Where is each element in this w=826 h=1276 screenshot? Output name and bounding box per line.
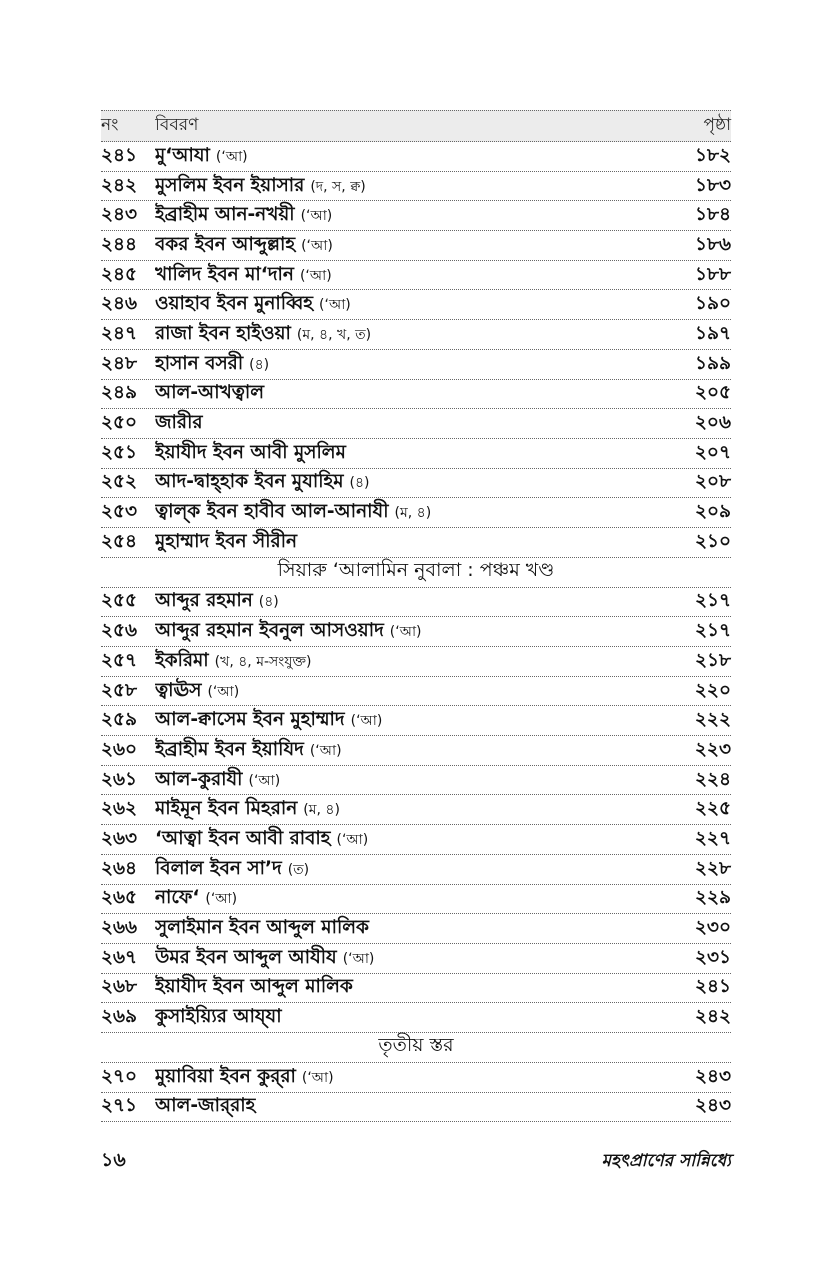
entry-note: (৪) <box>349 475 370 492</box>
entry-page: ২১৮ <box>694 649 731 671</box>
entry-note: (৪) <box>258 594 279 611</box>
toc-row <box>101 469 731 499</box>
entry-number: ২৫৪ <box>101 530 138 552</box>
entry-title: জারীর <box>155 412 203 434</box>
toc-row <box>101 261 731 291</box>
entry-number: ২৪৫ <box>101 263 138 285</box>
toc-row <box>101 647 731 677</box>
entry-title-cell <box>155 972 661 1003</box>
entry-number: ২৬৯ <box>101 1006 138 1028</box>
entry-title-cell <box>155 467 661 498</box>
entry-number: ২৬০ <box>101 738 138 760</box>
toc-row <box>101 231 731 261</box>
entry-title: ইব্রাহীম ইবন ইয়াযিদ <box>155 738 304 760</box>
entry-group-1 <box>101 142 731 558</box>
toc-row <box>101 528 731 558</box>
entry-note: (ম, ৪) <box>303 802 340 819</box>
toc-row <box>101 142 731 172</box>
entry-title: মু‘আযা <box>155 144 210 166</box>
entry-title: আল-কুরাযী <box>155 768 243 790</box>
entry-title-cell <box>155 141 661 172</box>
entry-number: ২৬২ <box>101 798 138 820</box>
entry-page: ১৮৬ <box>694 233 731 255</box>
entry-note: (দ, স, ক্ব) <box>310 178 366 195</box>
entry-note: (খ, ৪, ম-সংযুক্ত) <box>214 653 312 670</box>
header-title: বিবরণ <box>155 115 199 135</box>
entry-number: ২৫১ <box>101 441 138 463</box>
entry-page: ২০৬ <box>694 412 731 434</box>
entry-title: ইয়াযীদ ইবন আবী মুসলিম <box>155 441 346 463</box>
entry-number: ২৫৩ <box>101 501 138 523</box>
entry-note: (‘আ) <box>350 713 383 730</box>
entry-number: ২৪৯ <box>101 382 138 404</box>
toc-row <box>101 320 731 350</box>
entry-title: আল-জার্‌রাহ <box>155 1095 256 1117</box>
entry-page: ২২৯ <box>694 887 731 909</box>
entry-title-cell <box>155 527 661 558</box>
entry-page: ২২৮ <box>694 857 731 879</box>
entry-title-cell <box>155 171 661 202</box>
entry-title-cell <box>155 497 661 528</box>
entry-note: (‘আ) <box>248 772 281 789</box>
entry-title-cell <box>155 408 661 439</box>
section-heading-third-tier: তৃতীয় স্তর <box>101 1033 731 1063</box>
entry-title: কুসাইয়্যির আয্‌যা <box>155 1006 282 1028</box>
entry-note: (‘আ) <box>301 237 333 254</box>
entry-title: হাসান বসরী <box>155 352 244 374</box>
entry-number: ২৫৬ <box>101 620 138 642</box>
entry-page: ২২৫ <box>694 798 731 820</box>
entry-title-cell <box>155 735 661 766</box>
toc-row <box>101 1063 731 1093</box>
entry-title: খালিদ ইবন মা‘দান <box>155 263 294 285</box>
toc-row <box>101 855 731 885</box>
entry-number: ২৪১ <box>101 144 138 166</box>
entry-title: আল-ক্বাসেম ইবন মুহাম্মাদ <box>155 709 345 731</box>
header-num: নং <box>101 115 119 135</box>
toc-row <box>101 201 731 231</box>
entry-page: ২১৭ <box>694 620 731 642</box>
toc-row <box>101 1093 731 1123</box>
entry-page: ১৮৩ <box>694 174 731 196</box>
toc-row <box>101 825 731 855</box>
toc-row <box>101 439 731 469</box>
entry-title-cell <box>155 230 661 261</box>
entry-title: মুহাম্মাদ ইবন সীরীন <box>155 530 298 552</box>
toc-row <box>101 1003 731 1033</box>
entry-title-cell <box>155 378 661 409</box>
table-of-contents <box>101 110 731 1122</box>
entry-page: ১৮৮ <box>694 263 731 285</box>
entry-note: (‘আ) <box>207 683 240 700</box>
entry-number: ২৫২ <box>101 471 138 493</box>
toc-row <box>101 706 731 736</box>
entry-page: ২০৯ <box>694 501 731 523</box>
entry-note: (‘আ) <box>205 891 238 908</box>
entry-page: ১৯৭ <box>694 322 731 344</box>
entry-title: আব্দুর রহমান ইবনুল আসওয়াদ <box>155 620 384 642</box>
entry-page: ২০৫ <box>694 382 731 404</box>
entry-title: মাইমূন ইবন মিহরান <box>155 798 298 820</box>
entry-group-2 <box>101 588 731 1033</box>
entry-title: নাফে‘ <box>155 887 200 909</box>
entry-note: (‘আ) <box>215 148 248 165</box>
entry-note: (ম, ৪) <box>394 505 432 522</box>
entry-number: ২৫৭ <box>101 649 138 671</box>
entry-page: ২২২ <box>694 709 731 731</box>
header-page: পৃষ্ঠা <box>703 115 731 135</box>
entry-number: ২৫৫ <box>101 590 138 612</box>
entry-number: ২৬৪ <box>101 857 138 879</box>
book-title: মহৎপ্রাণের সান্নিধ্যে <box>601 1151 731 1171</box>
entry-title-cell <box>155 705 661 736</box>
entry-number: ২৭১ <box>101 1095 138 1117</box>
entry-title-cell <box>155 646 661 677</box>
entry-number: ২৪২ <box>101 174 138 196</box>
entry-page: ১৮৪ <box>694 204 731 226</box>
entry-title-cell <box>155 1091 661 1122</box>
section-heading-volume-five: সিয়ারু ‘আলামিন নুবালা : পঞ্চম খণ্ড <box>101 558 731 588</box>
entry-page: ২৪৩ <box>694 1095 731 1117</box>
entry-title-cell <box>155 913 661 944</box>
entry-note: (‘আ) <box>342 950 375 967</box>
toc-row <box>101 350 731 380</box>
entry-title-cell <box>155 438 661 469</box>
entry-title-cell <box>155 854 661 885</box>
entry-number: ২৬৮ <box>101 976 138 998</box>
entry-page: ১৮২ <box>694 144 731 166</box>
entry-title: বিলাল ইবন সা’দ <box>155 857 282 879</box>
entry-number: ২৭০ <box>101 1065 138 1087</box>
toc-row <box>101 380 731 410</box>
entry-page: ২৩০ <box>694 917 731 939</box>
entry-number: ২৪৭ <box>101 322 138 344</box>
toc-row <box>101 409 731 439</box>
toc-row <box>101 795 731 825</box>
entry-page: ২৪১ <box>694 976 731 998</box>
entry-page: ২৪২ <box>694 1006 731 1028</box>
toc-row <box>101 677 731 707</box>
entry-group-3 <box>101 1063 731 1122</box>
entry-title-cell <box>155 943 661 974</box>
entry-page: ১৯০ <box>694 293 731 315</box>
entry-title-cell <box>155 883 661 914</box>
entry-note: (‘আ) <box>309 742 342 759</box>
entry-title-cell <box>155 200 661 231</box>
entry-number: ২৫০ <box>101 412 138 434</box>
entry-number: ২৪৩ <box>101 204 138 226</box>
toc-row <box>101 172 731 202</box>
entry-title: ত্বাঊস <box>155 679 202 701</box>
entry-number: ২৬৩ <box>101 827 138 849</box>
entry-page: ২৩১ <box>694 946 731 968</box>
entry-title-cell <box>155 349 661 380</box>
entry-note: (‘আ) <box>336 831 369 848</box>
entry-title-cell <box>155 586 661 617</box>
toc-row <box>101 885 731 915</box>
entry-title: ইকরিমা <box>155 649 209 671</box>
entry-page: ২৪৩ <box>694 1065 731 1087</box>
entry-page: ২২৪ <box>694 768 731 790</box>
entry-page: ১৯৯ <box>694 352 731 374</box>
entry-title-cell <box>155 676 661 707</box>
entry-title-cell <box>155 1002 661 1033</box>
toc-row <box>101 766 731 796</box>
entry-title-cell <box>155 794 661 825</box>
entry-note: (‘আ) <box>389 624 422 641</box>
entry-title: বকর ইবন আব্দুল্লাহ <box>155 233 296 255</box>
toc-row <box>101 944 731 974</box>
entry-title: আব্দুর রহমান <box>155 590 253 612</box>
toc-row <box>101 974 731 1004</box>
entry-title: ত্বাল্‌ক ইবন হাবীব আল-আনাযী <box>155 501 389 523</box>
page-footer <box>101 1146 731 1178</box>
entry-title-cell <box>155 765 661 796</box>
entry-note: (৪) <box>249 356 270 373</box>
entry-title-cell <box>155 260 661 291</box>
entry-number: ২৪৪ <box>101 233 138 255</box>
entry-note: (‘আ) <box>301 1069 334 1086</box>
entry-note: (‘আ) <box>299 267 332 284</box>
entry-title: উমর ইবন আব্দুল আযীয <box>155 946 337 968</box>
entry-page: ২০৮ <box>694 471 731 493</box>
entry-number: ২৫৯ <box>101 709 138 731</box>
entry-title: ‘আত্বা ইবন আবী রাবাহ <box>155 827 331 849</box>
entry-title-cell <box>155 289 661 320</box>
entry-number: ২৬৬ <box>101 917 138 939</box>
toc-row <box>101 290 731 320</box>
entry-number: ২৪৬ <box>101 293 138 315</box>
toc-row <box>101 736 731 766</box>
entry-page: ২০৭ <box>694 441 731 463</box>
entry-title: মুয়াবিয়া ইবন কুর্‌রা <box>155 1065 296 1087</box>
toc-row <box>101 914 731 944</box>
entry-title: ওয়াহাব ইবন মুনাব্বিহ <box>155 293 314 315</box>
entry-title-cell <box>155 616 661 647</box>
entry-page: ২১০ <box>694 530 731 552</box>
entry-title: মুসলিম ইবন ইয়াসার <box>155 174 305 196</box>
entry-number: ২৬১ <box>101 768 138 790</box>
toc-row <box>101 588 731 618</box>
toc-row <box>101 617 731 647</box>
toc-row <box>101 498 731 528</box>
entry-page: ২২০ <box>694 679 731 701</box>
entry-note: (ম, ৪, খ, ত) <box>296 326 372 343</box>
page-number: ১৬ <box>101 1149 126 1171</box>
table-header <box>101 110 731 142</box>
entry-number: ২৬৭ <box>101 946 138 968</box>
entry-note: (‘আ) <box>300 208 333 225</box>
entry-number: ২৬৫ <box>101 887 138 909</box>
entry-page: ২১৭ <box>694 590 731 612</box>
entry-title: ইব্রাহীম আন-নখয়ী <box>155 204 295 226</box>
entry-title: সুলাইমান ইবন আব্দুল মালিক <box>155 917 369 939</box>
entry-title: ইয়াযীদ ইবন আব্দুল মালিক <box>155 976 353 998</box>
entry-title: আদ-দ্বাহ্‌হাক ইবন মুযাহিম <box>155 471 344 493</box>
entry-title-cell <box>155 1062 661 1093</box>
entry-page: ২২৩ <box>694 738 731 760</box>
entry-page: ২২৭ <box>694 827 731 849</box>
entry-title: আল-আখত্বাল <box>155 382 265 404</box>
entry-note: (ত) <box>287 861 310 878</box>
entry-number: ২৪৮ <box>101 352 138 374</box>
entry-title-cell <box>155 824 661 855</box>
entry-note: (‘আ) <box>319 297 351 314</box>
entry-title-cell <box>155 319 661 350</box>
entry-title: রাজা ইবন হাইওয়া <box>155 322 291 344</box>
entry-number: ২৫৮ <box>101 679 138 701</box>
